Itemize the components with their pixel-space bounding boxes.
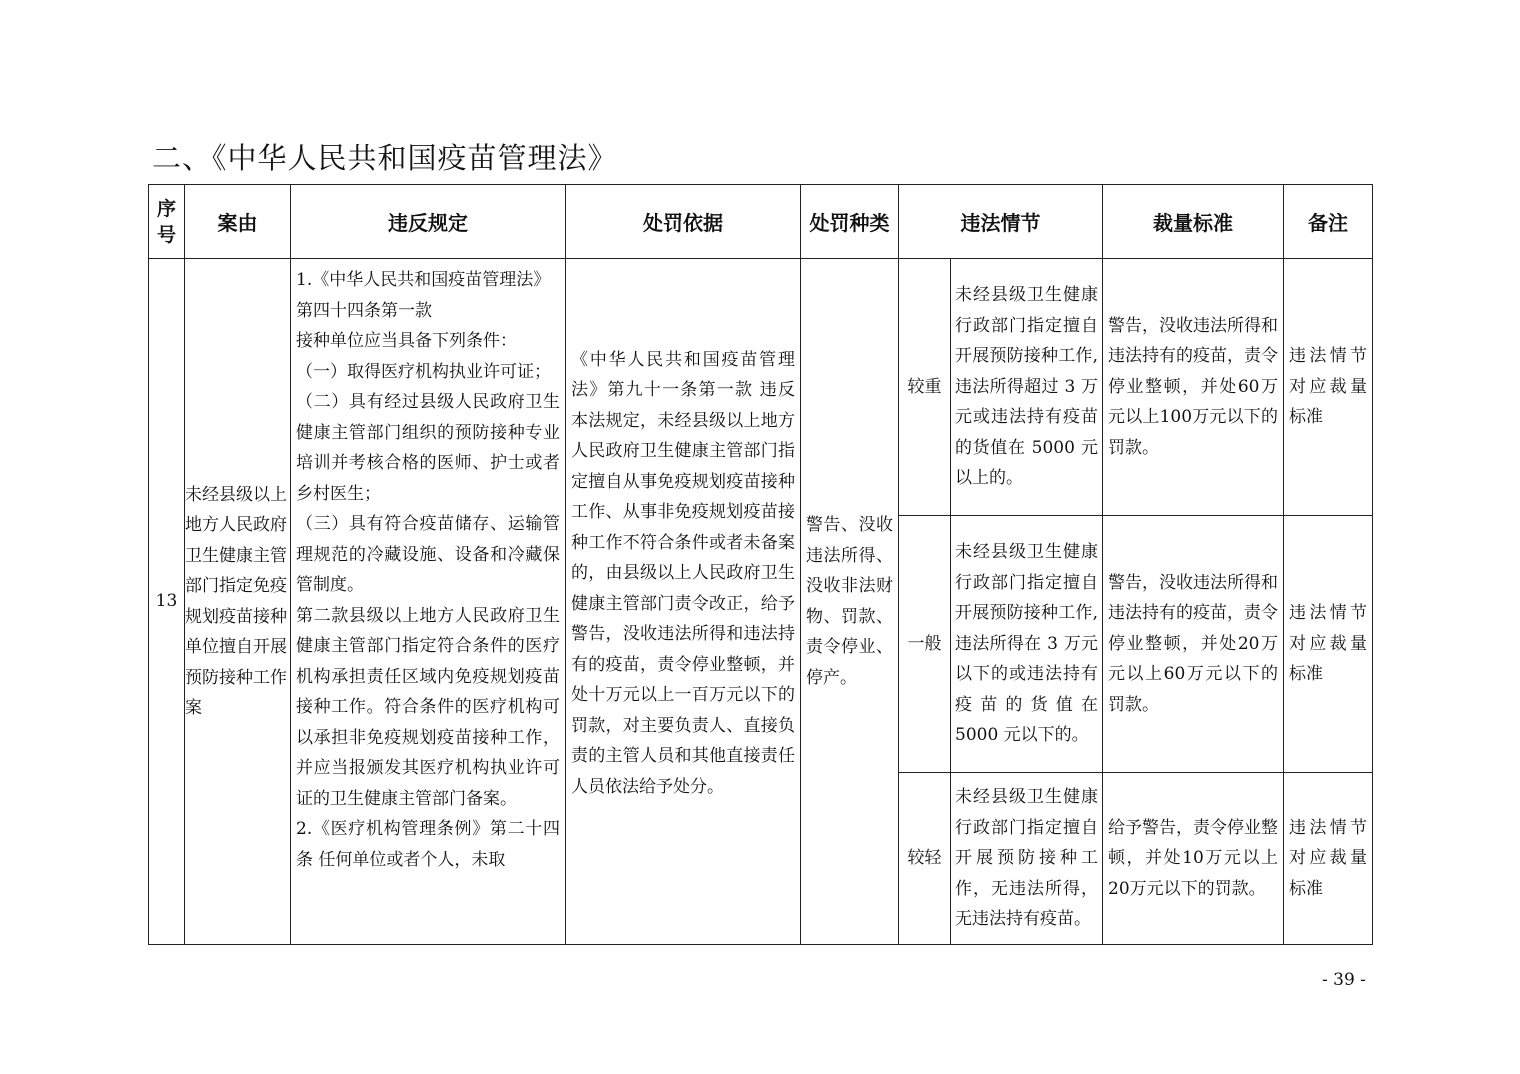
rules-line: （二）具有经过县级人民政府卫生健康主管部门组织的预防接种专业培训并考核合格的医师、护士或者乡村医生； — [296, 392, 560, 504]
table-row — [149, 259, 1373, 516]
rules-line: 2.《医疗机构管理条例》第二十四条 任何单位或者个人，未取 — [296, 819, 560, 870]
remark-cell — [1284, 773, 1373, 945]
header-rules: 违反规定 — [291, 185, 566, 259]
standard-text: 警告，没收违法所得和违法持有的疫苗，责令停业整顿，并处20万元以上60万元以下的罚款。 — [1108, 572, 1278, 715]
circumstance-cell — [951, 516, 1103, 773]
remark-text: 违法情节对应裁量标准 — [1289, 603, 1367, 685]
header-basis: 处罚依据 — [566, 185, 801, 259]
basis-text: 《中华人民共和国疫苗管理法》第九十一条第一款 违反本法规定，未经县级以上地方人民政府卫生健康主管部门指定擅自从事免疫规划疫苗接种工作、从事非免疫规划疫苗接种工作不符合条件或者未备案的，由县级以上人民政府卫生健康主管部门责令改正，给予警告，没收违法所得和违法持有的疫苗，责令停业整顿，并处十万元以上一百万元以下的罚款，对主要负责人、直接负责的主管人员和其他直接责任人员依法给予处分。 — [571, 349, 795, 797]
standard-cell — [1103, 516, 1284, 773]
section-heading: 二、《中华人民共和国疫苗管理法》 — [152, 141, 618, 175]
rules-line: 第二款县级以上地方人民政府卫生健康主管部门指定符合条件的医疗机构承担责任区域内免疫规划疫苗接种工作。符合条件的医疗机构可以承担非免疫规划疫苗接种工作，并应当报颁发其医疗机构执业许可证的卫生健康主管部门备案。 — [296, 605, 560, 809]
rules-line: （一）取得医疗机构执业许可证； — [296, 361, 551, 382]
level-label: 较重 — [899, 259, 951, 516]
remark-text: 违法情节对应裁量标准 — [1289, 346, 1367, 428]
row-types — [801, 259, 899, 945]
level-label: 一般 — [899, 516, 951, 773]
remark-cell — [1284, 516, 1373, 773]
circumstance-text: 未经县级卫生健康行政部门指定擅自开展预防接种工作,违法所得超过 3 万元或违法持有疫苗的货值在 5000 元以上的。 — [955, 285, 1098, 489]
level-label: 较轻 — [899, 773, 951, 945]
remark-text: 违法情节对应裁量标准 — [1289, 817, 1367, 899]
penalty-table — [148, 184, 1373, 945]
header-types: 处罚种类 — [801, 185, 899, 259]
standard-cell — [1103, 259, 1284, 516]
circumstance-cell — [951, 773, 1103, 945]
header-seq: 序号 — [149, 185, 185, 259]
rules-line: 接种单位应当具备下列条件： — [296, 331, 517, 351]
circumstance-cell — [951, 259, 1103, 516]
circumstance-text: 未经县级卫生健康行政部门指定擅自开展预防接种工作,违法所得在 3 万元以下的或违法持有疫苗的货值在 5000 元以下的。 — [955, 542, 1098, 746]
rules-line: （三）具有符合疫苗储存、运输管理规范的冷藏设施、设备和冷藏保管制度。 — [296, 514, 560, 595]
rules-line: 第四十四条第一款 — [296, 300, 432, 321]
header-standard: 裁量标准 — [1103, 185, 1284, 259]
page-number: - 39 - — [1322, 970, 1366, 990]
row-case: 未经县级以上地方人民政府卫生健康主管部门指定免疫规划疫苗接种单位擅自开展预防接种工作案 — [185, 259, 291, 945]
row-basis — [566, 259, 801, 945]
types-text: 警告、没收违法所得、没收非法财物、罚款、责令停业、停产。 — [806, 515, 893, 688]
standard-text: 警告，没收违法所得和违法持有的疫苗，责令停业整顿，并处60万元以上100万元以下的罚款。 — [1108, 315, 1278, 458]
header-remark: 备注 — [1284, 185, 1373, 259]
row-rules — [291, 259, 566, 945]
standard-text: 给予警告，责令停业整顿，并处10万元以上20万元以下的罚款。 — [1108, 817, 1278, 899]
header-row — [149, 185, 1373, 259]
remark-cell — [1284, 259, 1373, 516]
circumstance-text: 未经县级卫生健康行政部门指定擅自开展预防接种工作，无违法所得，无违法持有疫苗。 — [955, 787, 1098, 930]
header-circumstance: 违法情节 — [899, 185, 1103, 259]
rules-line: 1.《中华人民共和国疫苗管理法》 — [296, 270, 551, 290]
row-seq: 13 — [149, 259, 185, 945]
header-case: 案由 — [185, 185, 291, 259]
standard-cell — [1103, 773, 1284, 945]
